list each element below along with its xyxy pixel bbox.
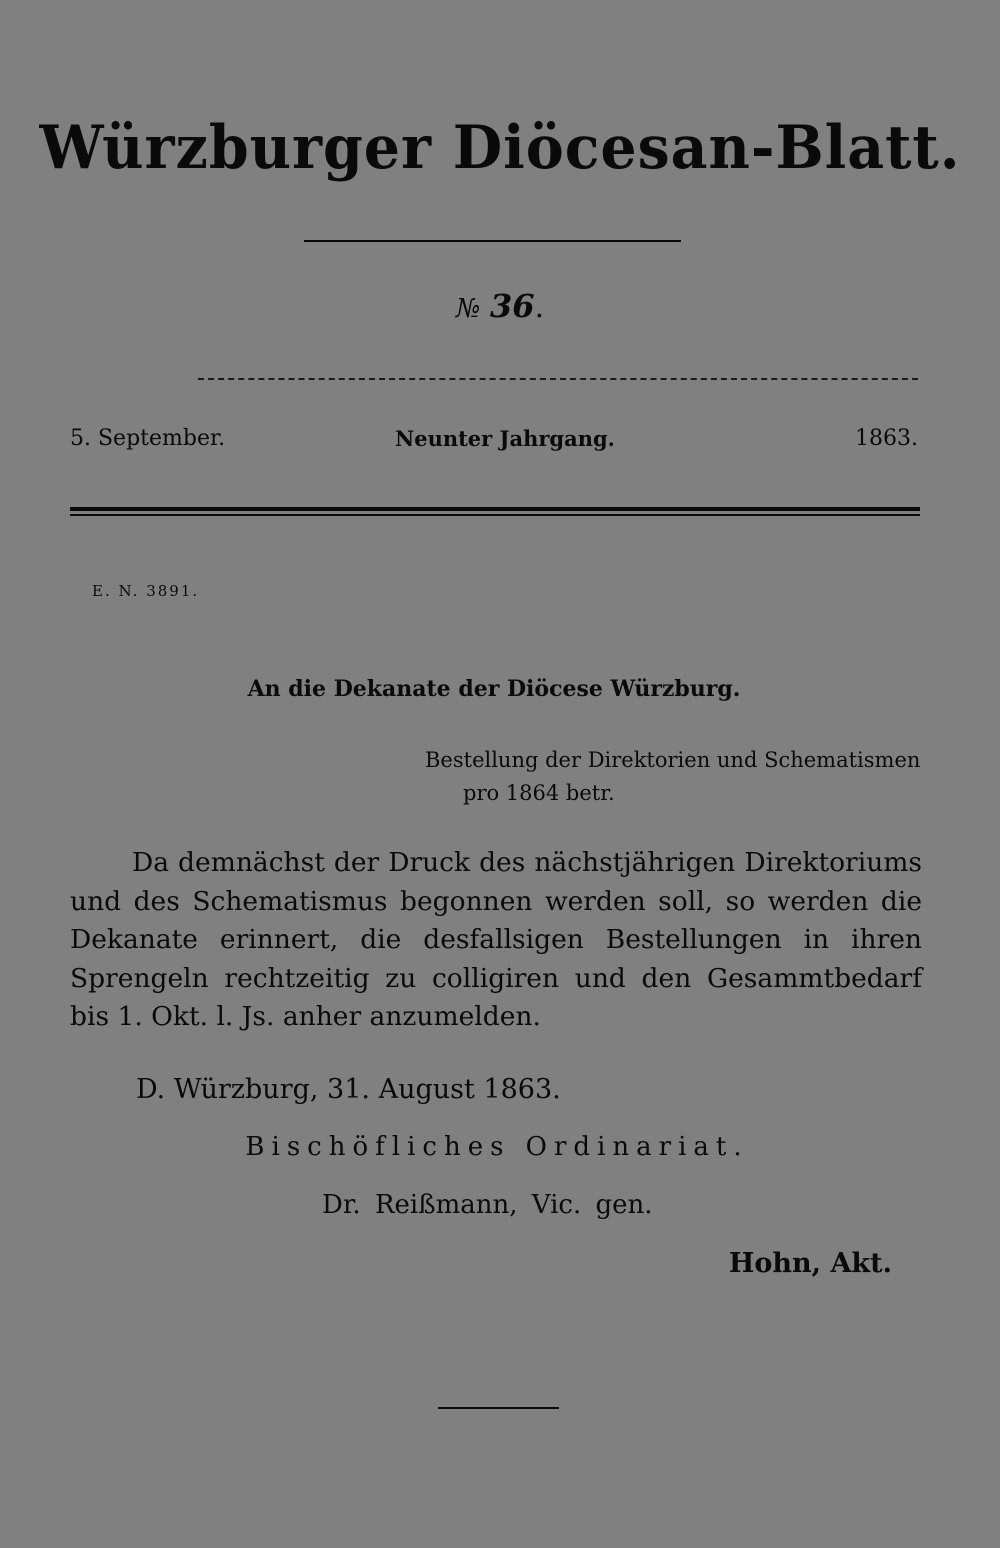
signatory: Dr. Reißmann, Vic. gen. [322, 1190, 653, 1220]
dashed-divider [198, 378, 918, 380]
double-rule-thin [70, 514, 920, 516]
closing-rule [438, 1407, 559, 1409]
clerk-signature: Hohn, Akt. [728, 1248, 892, 1279]
reference-number: E. N. 3891. [92, 582, 200, 600]
notice-subject-line2: pro 1864 betr. [463, 781, 615, 805]
issue-year: 1863. [855, 426, 918, 451]
issue-number-suffix: . [534, 290, 545, 325]
notice-heading: An die Dekanate der Diöcese Würzburg. [247, 676, 741, 702]
issue-date: 5. September. [70, 426, 226, 451]
double-rule-thick [70, 507, 920, 511]
issuing-office: Bischöfliches Ordinariat. [245, 1132, 749, 1162]
issue-number-value: 36 [490, 287, 535, 325]
issue-number-label: № [455, 294, 481, 324]
issue-number [0, 286, 1000, 329]
masthead-rule [304, 240, 681, 242]
notice-subject [425, 744, 925, 810]
place-date: D. Würzburg, 31. August 1863. [136, 1074, 561, 1105]
notice-body: Da demnächst der Druck des nächstjährigen Direktoriums und des Schematismus begonnen werden soll, so werden die Dekanate erinnert, die desfallsigen Bestellungen in ihren Sprengeln rechtzeitig zu colligiren und den Gesammtbedarf bis 1. Okt. l. Js. anher anzumelden. [70, 847, 922, 1032]
notice-subject-line1: Bestellung der Direktorien und Schematismen [425, 748, 921, 772]
volume-label: Neunter Jahrgang. [395, 426, 615, 451]
masthead-title: Würzburger Diöcesan-Blatt. [39, 113, 961, 183]
